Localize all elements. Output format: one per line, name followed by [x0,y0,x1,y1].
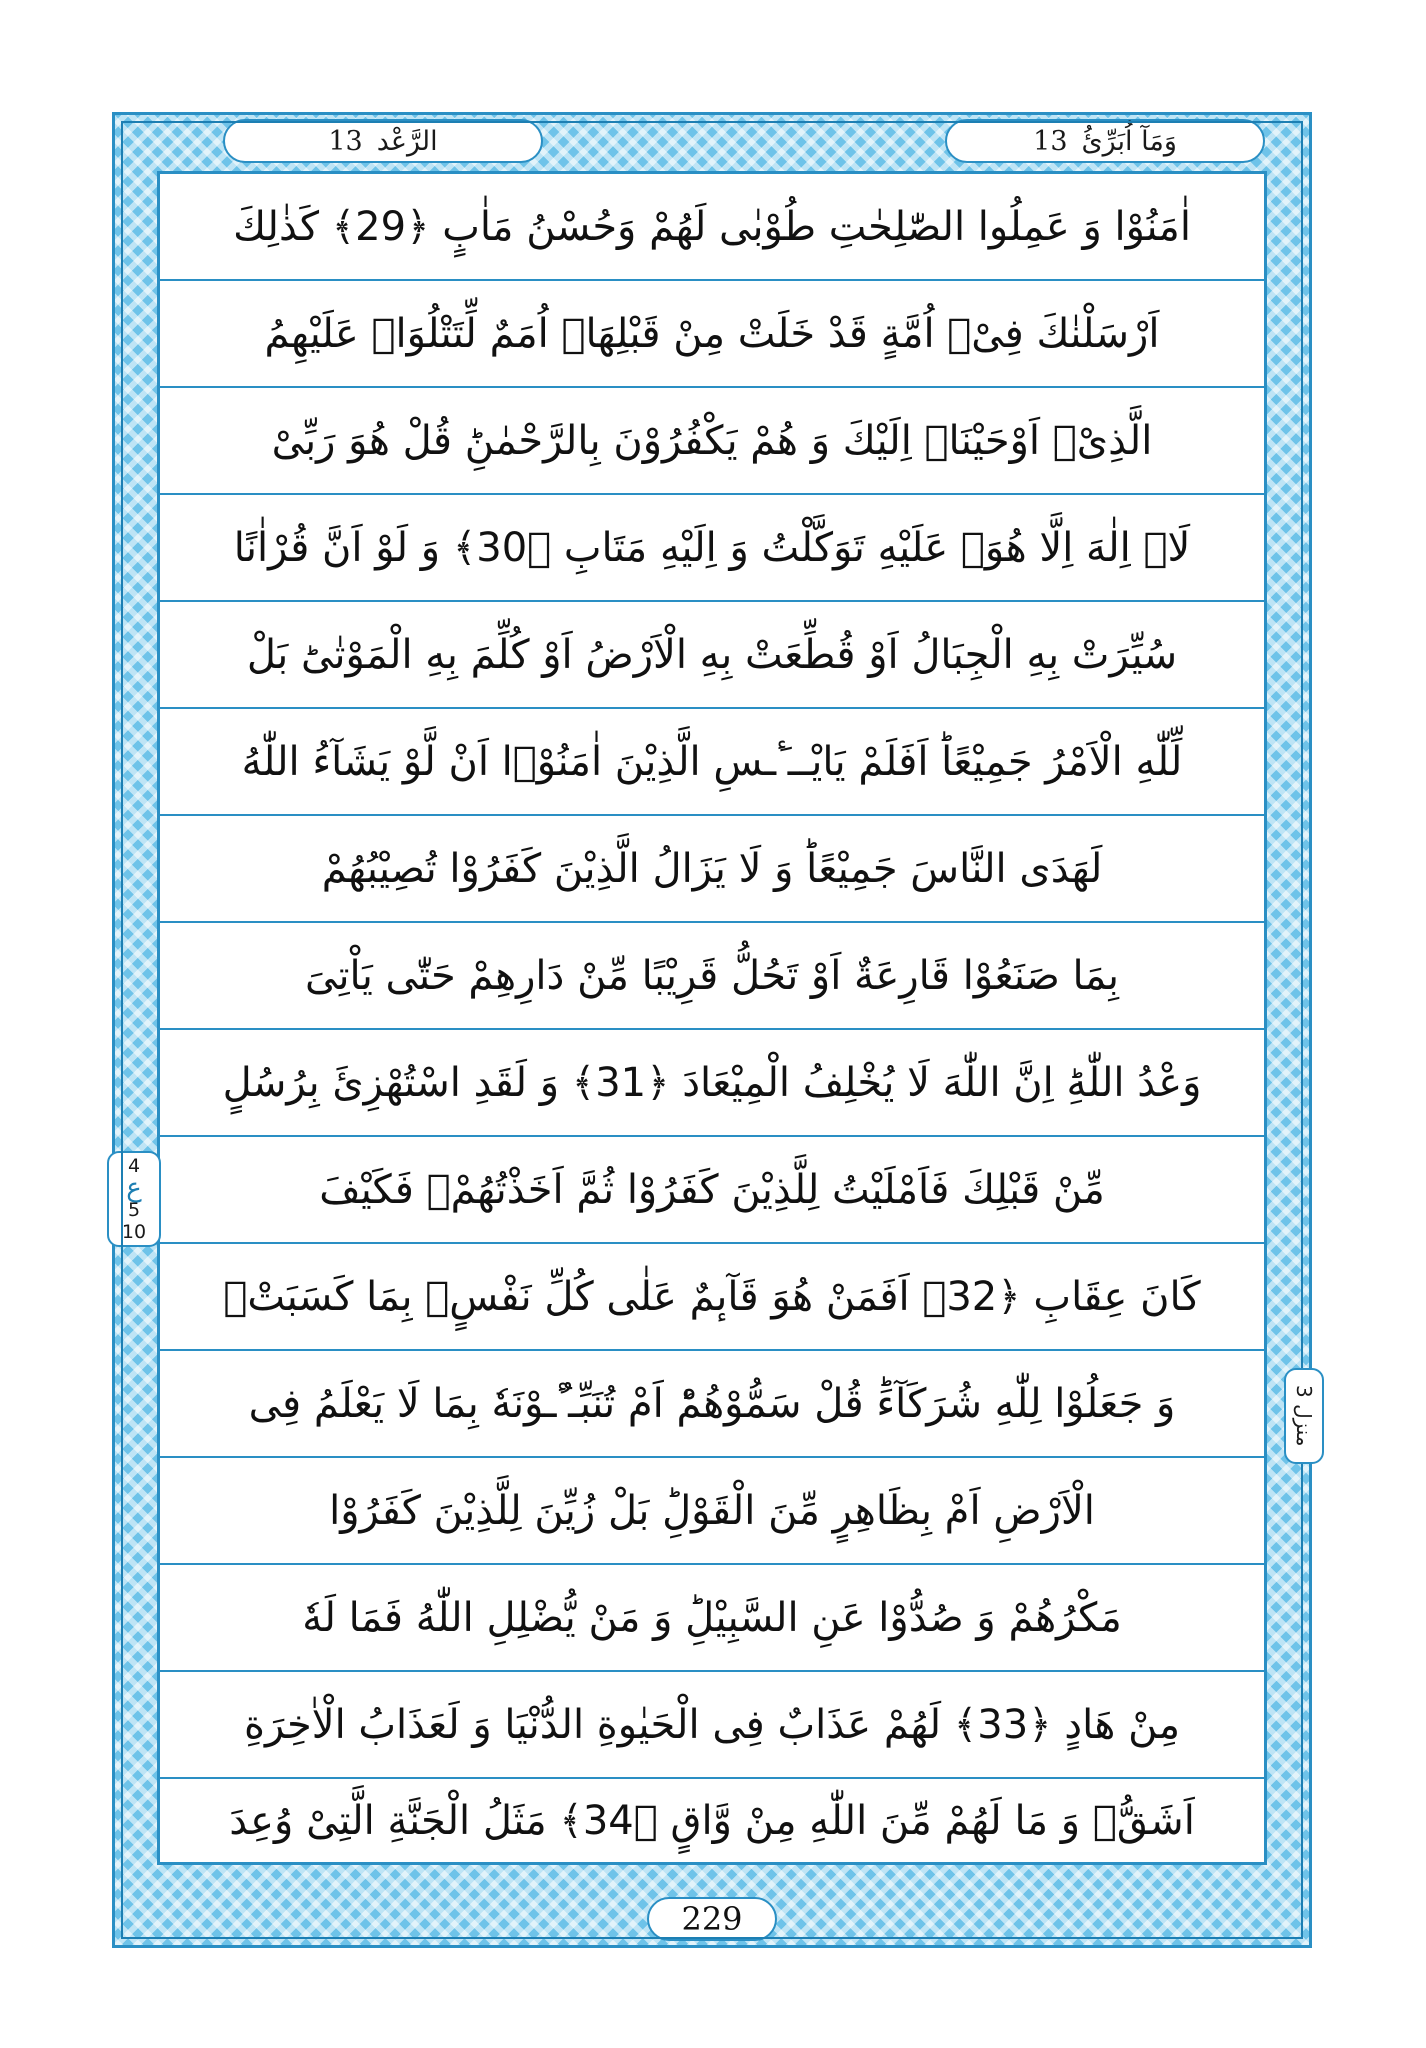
para-number: 13 [1033,125,1068,157]
text-line: لَهَدَى النَّاسَ جَمِیْعًاؕ وَ لَا یَزَالُ الَّذِیْنَ كَفَرُوْا تُصِیْبُهُمْ [160,816,1264,923]
surah-name: الرَّعْد [376,125,438,157]
text-line: وَعْدُ اللّٰهِؕ اِنَّ اللّٰهَ لَا یُخْلِفُ الْمِیْعَادَ ﴿31﴾ وَ لَقَدِ اسْتُهْزِئَ بِرُسُلٍ [160,1030,1264,1137]
text-line: الْاَرْضِ اَمْ بِظَاهِرٍ مِّنَ الْقَوْلِؕ بَلْ زُیِّنَ لِلَّذِیْنَ كَفَرُوْا [160,1458,1264,1565]
text-line: مَكْرُهُمْ وَ صُدُّوْا عَنِ السَّبِیْلِؕ وَ مَنْ یُّضْلِلِ اللّٰهُ فَمَا لَهٗ [160,1565,1264,1672]
text-line: اٰمَنُوْا وَ عَمِلُوا الصّٰلِحٰتِ طُوْبٰى لَهُمْ وَحُسْنُ مَاٰبٍ ﴿29﴾ كَذٰلِكَ [160,174,1264,281]
text-line: لَاۤ اِلٰهَ اِلَّا هُوَۚ عَلَیْهِ تَوَكَّلْتُ وَ اِلَیْهِ مَتَابِ ﴿30﴾ وَ لَوْ اَنَّ قُرْاٰنًا [160,495,1264,602]
text-line: مِّنْ قَبْلِكَ فَاَمْلَیْتُ لِلَّذِیْنَ كَفَرُوْا ثُمَّ اَخَذْتُهُمْ۫ فَكَیْفَ [160,1137,1264,1244]
text-line: مِنْ هَادٍ ﴿33﴾ لَهُمْ عَذَابٌ فِی الْحَیٰوةِ الدُّنْیَا وَ لَعَذَابُ الْاٰخِرَةِ [160,1672,1264,1779]
text-line: لِّلّٰهِ الْاَمْرُ جَمِیْعًاؕ اَفَلَمْ یَایْــٴَـسِ الَّذِیْنَ اٰمَنُوْۤا اَنْ لَّوْ یَشَآءُ اللّٰهُ [160,709,1264,816]
page-frame [112,112,1312,1948]
ruku-marker [107,1151,161,1247]
text-line: بِمَا صَنَعُوْا قَارِعَةٌ اَوْ تَحُلُّ قَرِیْبًا مِّنْ دَارِهِمْ حَتّٰى یَاْتِیَ [160,923,1264,1030]
text-line: اَرْسَلْنٰكَ فِیْۤ اُمَّةٍ قَدْ خَلَتْ مِنْ قَبْلِهَاۤ اُمَمٌ لِّتَتْلُوَاۡ عَلَیْهِمُ [160,281,1264,388]
para-name-header [945,119,1265,163]
text-line: كَانَ عِقَابِ ﴿32﴾ اَفَمَنْ هُوَ قَآىٕمٌ عَلٰى كُلِّ نَفْسٍۭ بِمَا كَسَبَتْۚ [160,1244,1264,1351]
ruku-last: 10 [121,1221,147,1243]
page-number: 229 [647,1897,777,1941]
text-panel [157,171,1267,1865]
ruku-symbol: ع [126,1173,142,1203]
surah-name-header [223,119,543,163]
surah-number: 13 [328,125,363,157]
manzil-marker: منزل 3 [1284,1368,1324,1464]
ruku-bottom: 5 [127,1199,141,1221]
text-line: سُیِّرَتْ بِهِ الْجِبَالُ اَوْ قُطِّعَتْ بِهِ الْاَرْضُ اَوْ كُلِّمَ بِهِ الْمَوْتٰىؕ بَلْ [160,602,1264,709]
text-line: اَشَقُّۚ وَ مَا لَهُمْ مِّنَ اللّٰهِ مِنْ وَّاقٍ ﴿34﴾ مَثَلُ الْجَنَّةِ الَّتِیْ وُعِدَ [229,1797,1195,1844]
para-name: وَمَآ اُبَرِّئُ [1081,125,1177,157]
ruku-top: 4 [127,1155,141,1177]
text-line: وَ جَعَلُوْا لِلّٰهِ شُرَكَآءَؕ قُلْ سَمُّوْهُمْؕ اَمْ تُنَبِّـٴُـوْنَهٗ بِمَا لَا یَعْلَمُ فِی [160,1351,1264,1458]
text-line: الَّذِیْۤ اَوْحَیْنَاۤ اِلَیْكَ وَ هُمْ یَكْفُرُوْنَ بِالرَّحْمٰنِؕ قُلْ هُوَ رَبِّیْ [160,388,1264,495]
